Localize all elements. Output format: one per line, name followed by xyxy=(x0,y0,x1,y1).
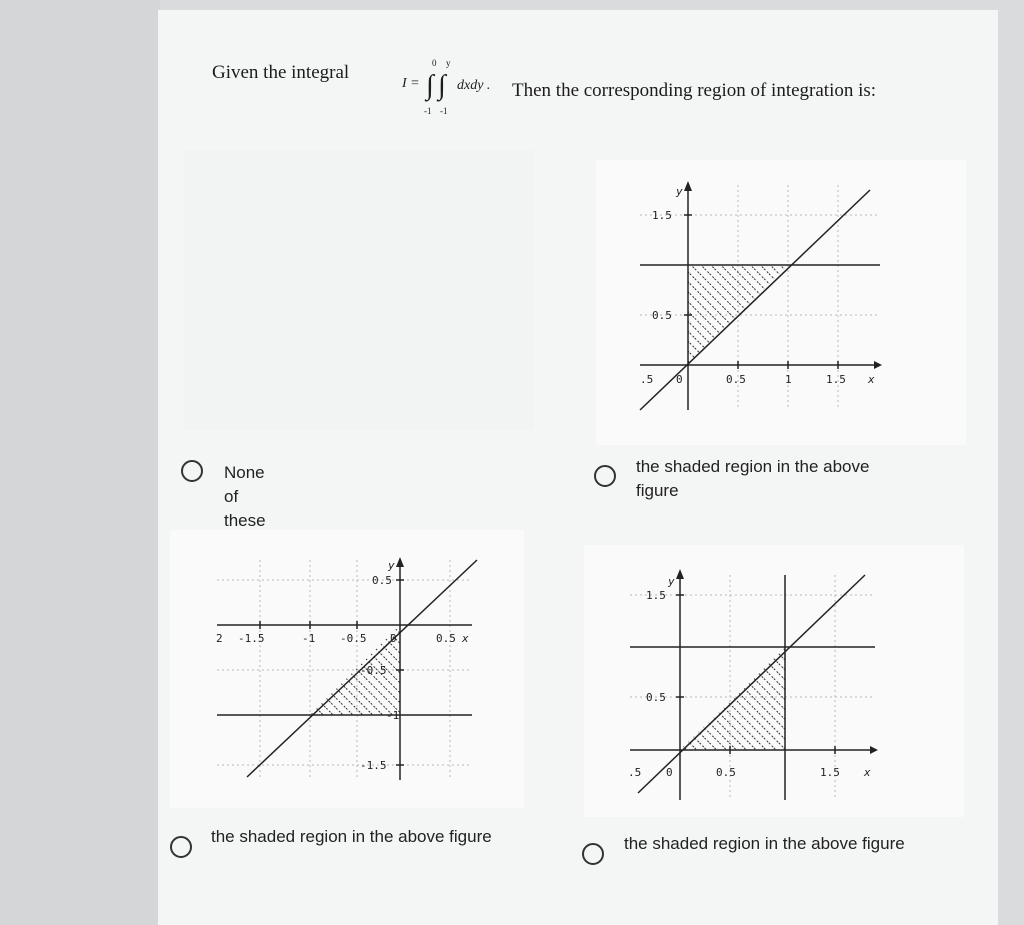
y-tick-label: 1.5 xyxy=(652,209,672,222)
x-tick-label: 0.5 xyxy=(716,766,736,779)
integral-sign-inner: ∫ xyxy=(438,70,446,101)
x-tick-label: -0.5 xyxy=(340,632,367,645)
x-tick-label: 0 xyxy=(676,373,683,386)
x-tick-label: 0 xyxy=(390,632,397,645)
question-suffix: Then the corresponding region of integration is: xyxy=(512,80,877,101)
x-tick-label: 2 xyxy=(216,632,223,645)
integral-variable: I = xyxy=(402,76,420,91)
option-label: the shaded region in the above figure xyxy=(211,827,492,846)
question-text xyxy=(212,58,982,128)
x-tick-label: 1 xyxy=(785,373,792,386)
x-axis-label: x xyxy=(462,632,469,645)
y-tick-label: 0.5 xyxy=(372,574,392,587)
shaded-region xyxy=(680,647,785,750)
integral-expression xyxy=(402,58,507,118)
x-axis-label: x xyxy=(868,373,875,386)
option-image-blank xyxy=(184,150,534,430)
option-radio[interactable] xyxy=(181,460,203,482)
y-tick-label: -1.5 xyxy=(360,759,387,772)
inner-upper-limit: y xyxy=(446,58,451,68)
left-margin xyxy=(0,0,160,925)
graph-b xyxy=(212,555,492,785)
y-axis-label: y xyxy=(388,559,395,572)
question-prefix: Given the integral xyxy=(212,62,350,83)
x-tick-label: 1.5 xyxy=(820,766,840,779)
option-label: the shaded region in the above figure xyxy=(624,834,905,853)
outer-lower-limit: -1 xyxy=(424,106,432,116)
x-axis-label: x xyxy=(864,766,871,779)
x-tick-label: -1.5 xyxy=(238,632,265,645)
graph-c xyxy=(620,565,885,805)
option-label: None of these xyxy=(224,463,266,530)
y-tick-label: 1.5 xyxy=(646,589,666,602)
x-tick-label: 0.5 xyxy=(726,373,746,386)
option-label: the shaded region in the above figure xyxy=(636,457,870,500)
y-tick-label: -0.5 xyxy=(360,664,387,677)
x-tick-label: -1 xyxy=(302,632,316,645)
option-radio[interactable] xyxy=(170,836,192,858)
y-tick-label: 0.5 xyxy=(652,309,672,322)
y-tick-label: 0.5 xyxy=(646,691,666,704)
x-tick-label: 0 xyxy=(666,766,673,779)
outer-upper-limit: 0 xyxy=(432,58,437,68)
integral-sign-outer: ∫ xyxy=(426,70,434,101)
option-radio[interactable] xyxy=(582,843,604,865)
option-radio[interactable] xyxy=(594,465,616,487)
y-axis-label: y xyxy=(668,575,675,588)
x-tick-label: 1.5 xyxy=(826,373,846,386)
y-tick-label: -1 xyxy=(386,709,400,722)
graph-a xyxy=(630,175,890,415)
x-tick-label: .5 xyxy=(640,373,654,386)
x-tick-label: .5 xyxy=(628,766,642,779)
integrand: dxdy . xyxy=(457,78,491,93)
inner-lower-limit: -1 xyxy=(440,106,448,116)
x-tick-label: 0.5 xyxy=(436,632,456,645)
y-axis-label: y xyxy=(676,185,683,198)
